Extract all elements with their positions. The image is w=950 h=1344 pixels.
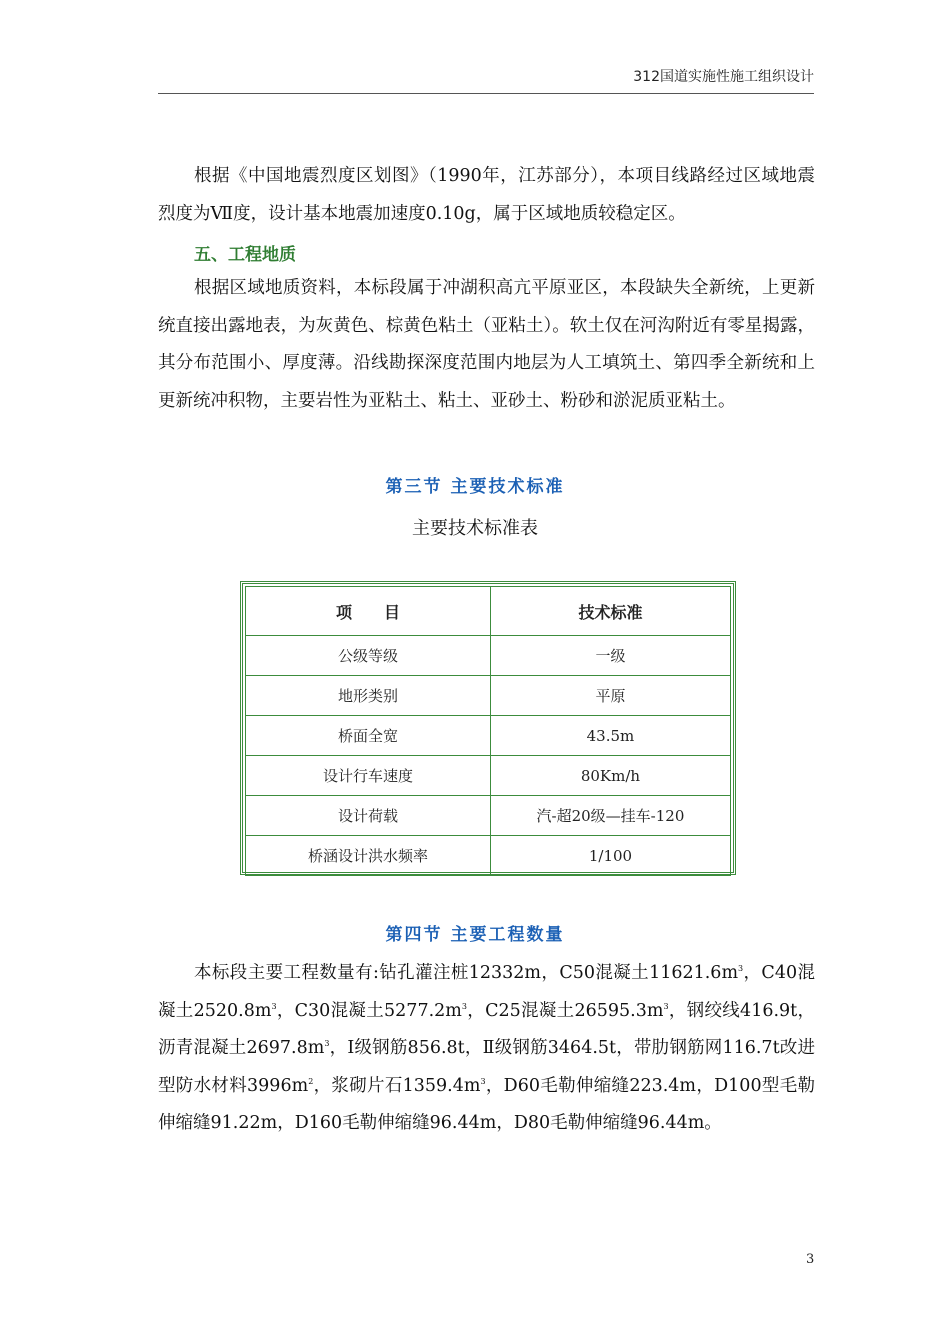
tech-standards-table-frame: [240, 581, 736, 875]
running-header: 312国道实施性施工组织设计: [633, 69, 814, 85]
row-value: 80Km/h: [490, 756, 730, 796]
tech-standards-table: [245, 586, 731, 876]
row-item: 地形类别: [246, 676, 491, 716]
row-item: 公级等级: [246, 636, 491, 676]
superscript-2: 2: [308, 1076, 314, 1086]
quantities-text: ，C25混凝土26595.3m: [466, 1000, 664, 1021]
quantities-text: ，D60毛勒伸缩缝223.4m，D100型毛勒伸缩缝91.22m，D160毛勒伸缩缝96.44m，D80毛勒伸缩缝96.44m。: [158, 1075, 815, 1133]
row-value: 一级: [490, 636, 730, 676]
quantities-text: ，Ⅰ级钢筋856.8t，Ⅱ级钢筋3464.5t，带肋钢筋网116.7t改进型防水材料3996m: [158, 1038, 815, 1096]
superscript-3: 3: [461, 1001, 467, 1011]
superscript-3: 3: [738, 964, 744, 974]
row-item: 桥涵设计洪水频率: [246, 836, 491, 876]
row-value: 汽-超20级—挂车-120: [490, 796, 730, 836]
row-value: 43.5m: [490, 716, 730, 756]
seismic-paragraph: 根据《中国地震烈度区划图》（1990年，江苏部分），本项目线路经过区域地震烈度为Ⅶ度，设计基本地震加速度0.10g，属于区域地质较稳定区。: [158, 166, 815, 224]
page-number: 3: [806, 1252, 815, 1267]
superscript-3: 3: [663, 1001, 669, 1011]
table-row: [246, 716, 731, 756]
header-item: 项 目: [246, 587, 491, 636]
superscript-3: 3: [324, 1039, 330, 1049]
table-header-row: [246, 587, 731, 636]
header-rule: [158, 93, 814, 94]
row-item: 桥面全宽: [246, 716, 491, 756]
geology-paragraph: 根据区域地质资料，本标段属于冲湖积高亢平原亚区，本段缺失全新统，上更新统直接出露地表，为灰黄色、棕黄色粘土（亚粘土）。软土仅在河沟附近有零星揭露，其分布范围小、厚度薄。沿线勘探深度范围内地层为人工填筑土、第四季全新统和上更新统冲积物，主要岩性为亚粘土、粘土、亚砂土、粉砂和淤泥质亚粘土。: [158, 278, 815, 411]
row-value: 1/100: [490, 836, 730, 876]
row-item: 设计行车速度: [246, 756, 491, 796]
table-row: [246, 636, 731, 676]
quantities-text: ，C30混凝土5277.2m: [276, 1000, 462, 1021]
table-row: [246, 796, 731, 836]
section-3-title: 第三节 主要技术标准: [385, 477, 565, 497]
quantities-text: 本标段主要工程数量有:钻孔灌注桩12332m，C50混凝土11621.6m: [194, 963, 739, 983]
quantities-text: ，C40混凝土2520.8m: [158, 963, 815, 1021]
heading-engineering-geology: 五、工程地质: [194, 245, 296, 265]
row-item: 设计荷载: [246, 796, 491, 836]
header-standard: 技术标准: [490, 587, 730, 636]
superscript-3: 3: [271, 1001, 277, 1011]
row-value: 平原: [490, 676, 730, 716]
table-title: 主要技术标准表: [412, 518, 538, 539]
table-row: [246, 756, 731, 796]
table-row: [246, 676, 731, 716]
quantities-paragraph: [158, 955, 815, 1143]
quantities-text: ，浆砌片石1359.4m: [313, 1075, 481, 1096]
section-4-title: 第四节 主要工程数量: [385, 925, 565, 945]
superscript-3: 3: [480, 1076, 486, 1086]
table-row: [246, 836, 731, 876]
quantities-text: ，钢绞线416.9t，沥青混凝土2697.8m: [158, 1000, 815, 1058]
